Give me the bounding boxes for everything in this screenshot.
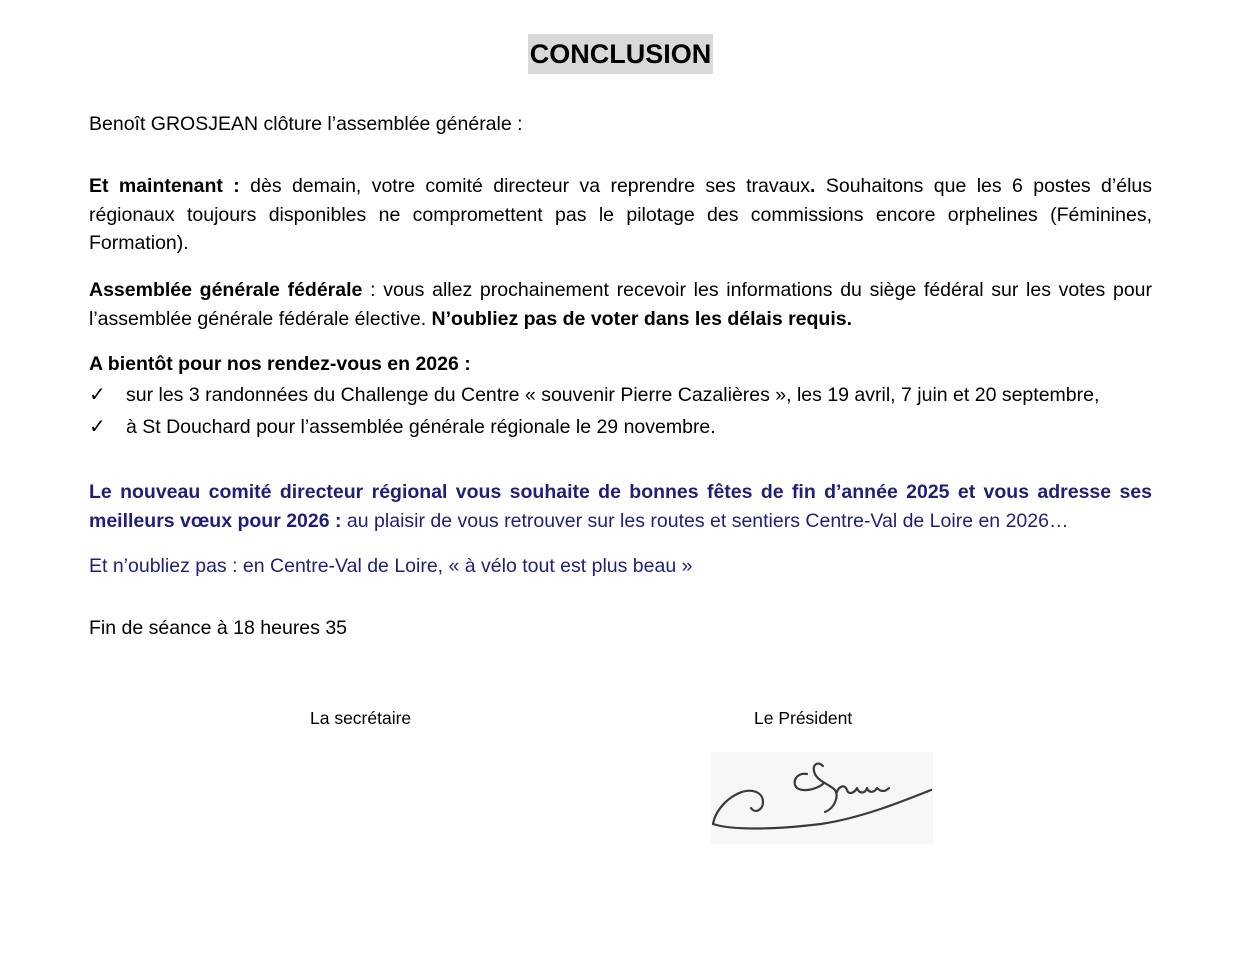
paragraph-ag-federale xyxy=(89,276,1152,333)
wishes-text: au plaisir de vous retrouver sur les routes et sentiers Centre-Val de Loire en 2026… xyxy=(341,509,1069,532)
rendezvous-list xyxy=(89,379,1152,443)
para2-bold-end: N’oubliez pas de voter dans les délais requis. xyxy=(431,307,853,330)
para1-text-a: dès demain, votre comité directeur va reprendre ses travaux xyxy=(239,175,811,197)
intro-text: Benoît GROSJEAN clôture l’assemblée générale : xyxy=(89,113,523,135)
reminder-paragraph xyxy=(89,552,1152,581)
title-container xyxy=(0,34,1241,74)
list-item xyxy=(89,411,1152,443)
reminder-text: Et n’oubliez pas : en Centre-Val de Loire, « à vélo tout est plus beau » xyxy=(89,555,693,577)
para1-text-b: Souhaitons que les 6 postes d’élus régionaux toujours disponibles ne compromettent pas le pilotage des commissions encore orphelines (Féminines, Formation). xyxy=(89,175,1153,254)
wishes-bold: Le nouveau comité directeur régional vous souhaite de bonnes fêtes de fin d’année 2025 et vous adresse ses meilleurs vœux pour 2026 : xyxy=(89,481,1152,532)
intro-paragraph xyxy=(89,110,1152,139)
checkmark-icon: ✓ xyxy=(89,383,106,406)
end-of-session-text: Fin de séance à 18 heures 35 xyxy=(89,617,348,639)
rendezvous-section xyxy=(89,350,1152,443)
president-label: Le Président xyxy=(754,708,853,728)
checkmark-icon: ✓ xyxy=(89,415,106,438)
end-of-session-paragraph xyxy=(89,614,1152,643)
rendezvous-heading: A bientôt pour nos rendez-vous en 2026 : xyxy=(89,353,471,375)
para1-bold-lead: Et maintenant : xyxy=(89,175,240,197)
wishes-paragraph xyxy=(89,478,1152,535)
para2-bold-lead: Assemblée générale fédérale xyxy=(89,279,363,301)
para1-bold-dot: . xyxy=(810,175,816,197)
secretary-label: La secrétaire xyxy=(310,708,412,728)
president-signature xyxy=(711,752,933,844)
list-item-text: sur les 3 randonnées du Challenge du Centre « souvenir Pierre Cazalières », les 19 avril, 7 juin et 20 septembre, xyxy=(126,383,1100,406)
list-item xyxy=(89,379,1152,411)
list-item-text: à St Douchard pour l’assemblée générale régionale le 29 novembre. xyxy=(126,415,716,438)
para2-text: : vous allez prochainement recevoir les informations du siège fédéral sur les votes pour l’assemblée générale fédérale élective. xyxy=(89,279,1153,330)
page-title: CONCLUSION xyxy=(528,34,714,74)
paragraph-et-maintenant xyxy=(89,172,1152,258)
